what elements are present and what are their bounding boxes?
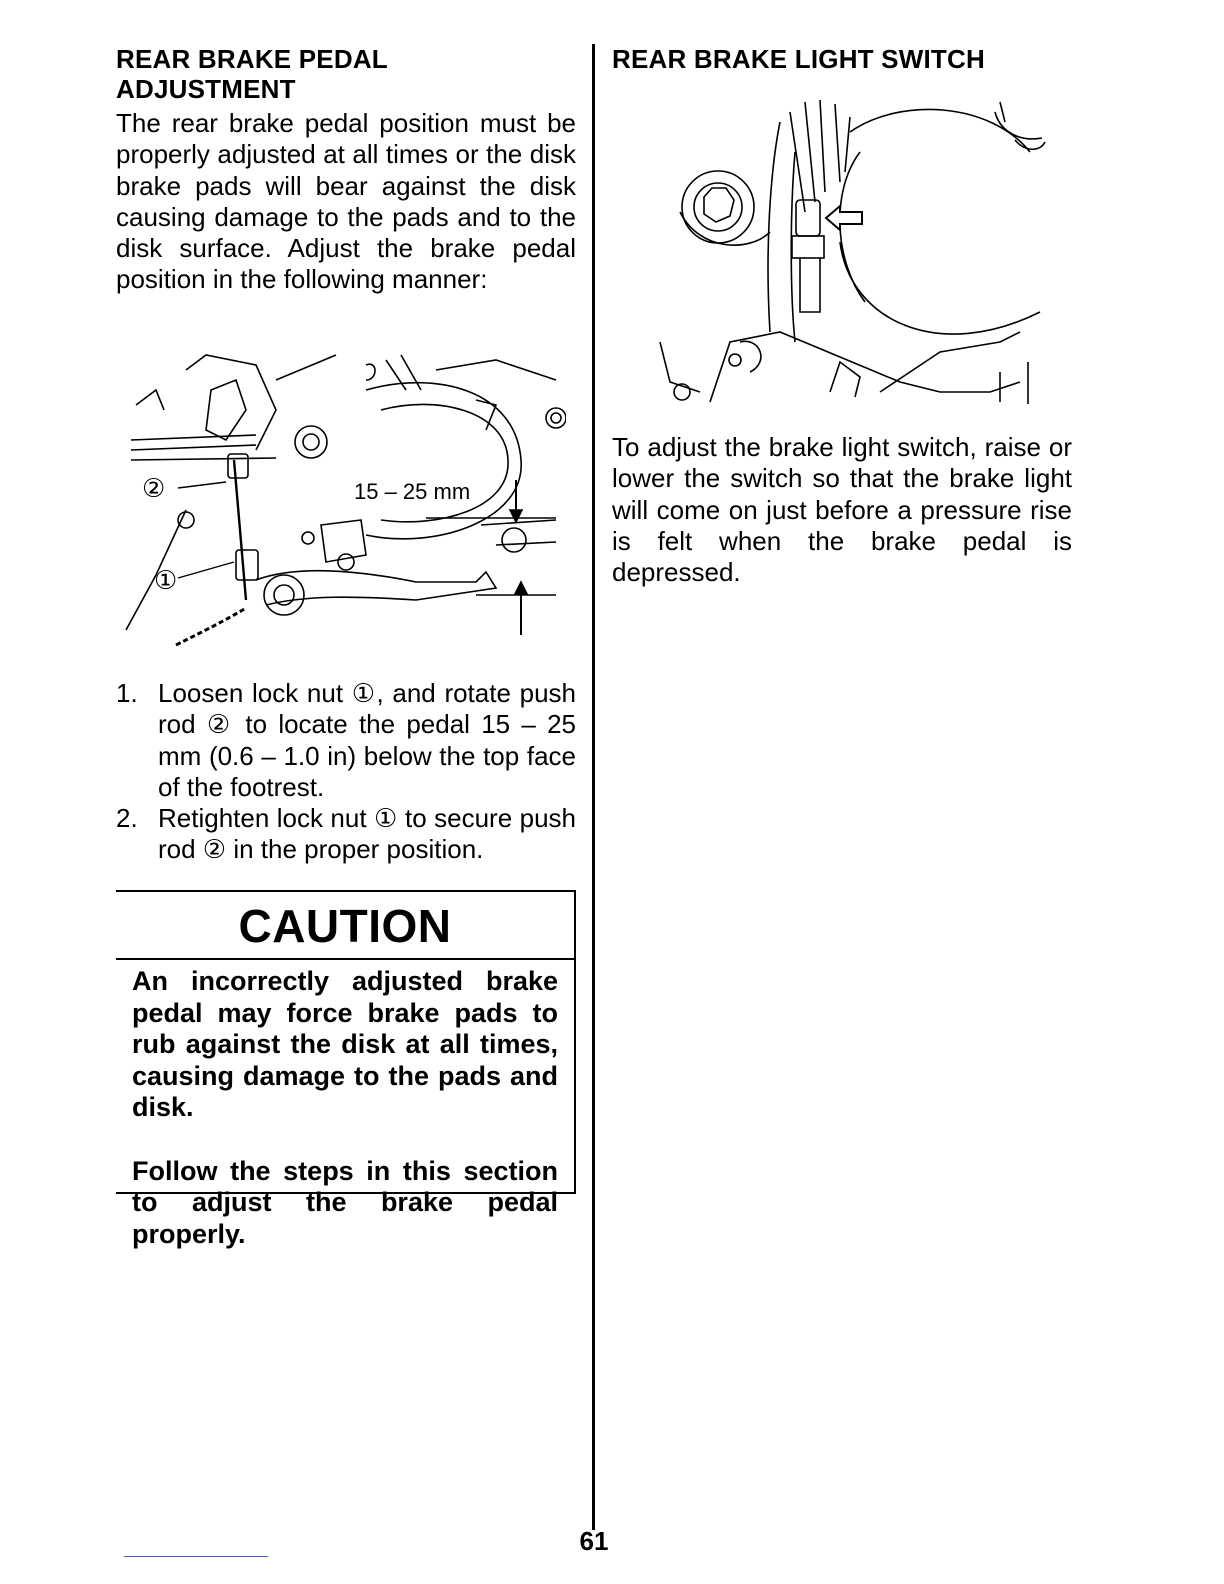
section-heading-brake-light-switch: REAR BRAKE LIGHT SWITCH bbox=[612, 44, 985, 74]
section-heading-brake-pedal bbox=[116, 44, 576, 104]
caution-title: CAUTION bbox=[116, 892, 574, 960]
heading-line-1: REAR BRAKE PEDAL bbox=[116, 44, 388, 74]
step-text: Loosen lock nut ①, and rotate push rod ② to locate the pedal 15 – 25 mm (0.6 – 1.0 in) below the top face of the footrest. bbox=[158, 678, 576, 802]
column-divider bbox=[592, 44, 595, 1530]
step-number: 2. bbox=[116, 803, 138, 834]
intro-paragraph: The rear brake pedal position must be properly adjusted at all times or the disk brake pads will bear against the disk causing damage to the pads and to the disk surface. Adjust the brake pedal position in the following manner: bbox=[116, 108, 576, 295]
step-item bbox=[116, 803, 576, 866]
right-body-container bbox=[612, 428, 1072, 588]
caution-body bbox=[116, 960, 574, 1250]
step-text: Retighten lock nut ① to secure push rod ② in the proper position. bbox=[158, 803, 576, 865]
right-column bbox=[612, 44, 1072, 74]
caution-paragraph-2: Follow the steps in this section to adjust the brake pedal properly. bbox=[132, 1155, 558, 1249]
dimension-label: 15 – 25 mm bbox=[354, 479, 471, 504]
caution-box bbox=[116, 890, 576, 1249]
adjustment-steps bbox=[116, 678, 576, 866]
footer-underline bbox=[124, 1556, 268, 1557]
left-column bbox=[116, 44, 576, 296]
callout-1: ① bbox=[154, 565, 178, 595]
heading-line-2: ADJUSTMENT bbox=[116, 74, 296, 104]
brake-pedal-illustration bbox=[116, 350, 566, 650]
step-item bbox=[116, 678, 576, 803]
callout-2: ② bbox=[142, 473, 166, 503]
brake-light-switch-illustration bbox=[640, 92, 1050, 412]
brake-light-switch-paragraph: To adjust the brake light switch, raise or lower the switch so that the brake light will come on just before a pressure rise is felt when the brake pedal is depressed. bbox=[612, 432, 1072, 588]
caution-paragraph-1: An incorrectly adjusted brake pedal may force brake pads to rub against the disk at all times, causing damage to the pads and disk. bbox=[132, 966, 558, 1122]
page-number: 61 bbox=[579, 1526, 609, 1556]
step-number: 1. bbox=[116, 678, 138, 708]
